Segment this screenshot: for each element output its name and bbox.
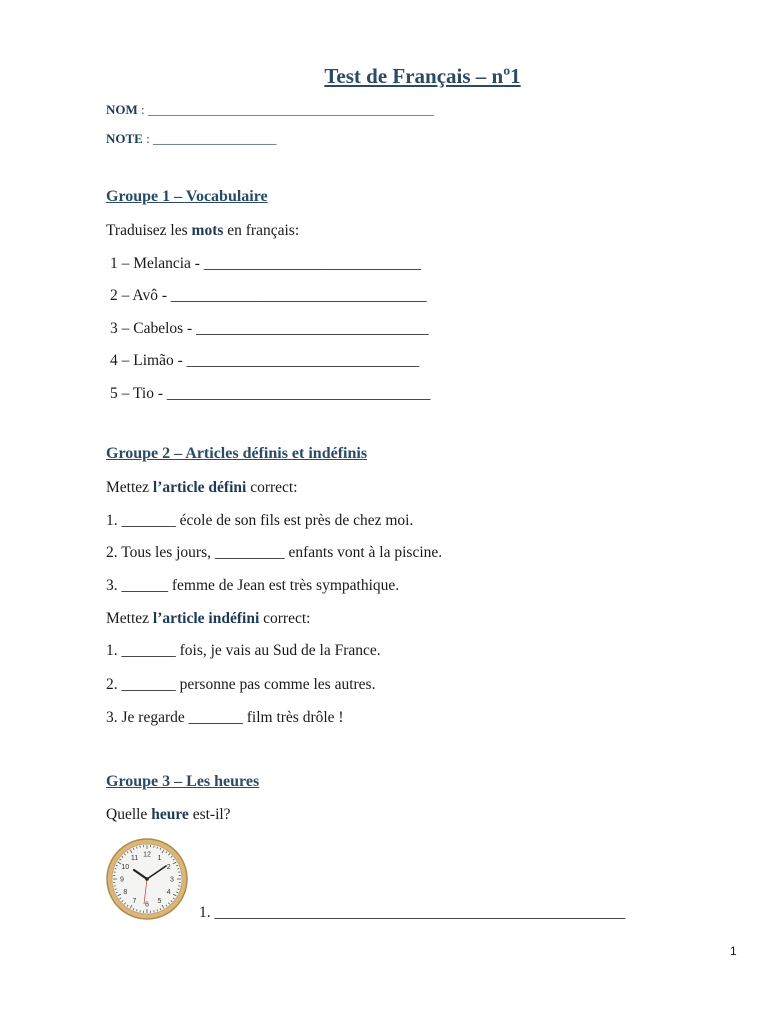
clock-number: 9	[120, 876, 124, 884]
groupe1-heading: Groupe 1 – Vocabulaire	[106, 188, 268, 205]
note-field: NOTE : ___________________	[106, 131, 277, 146]
groupe3-heading: Groupe 3 – Les heures	[106, 773, 260, 790]
defini-item-1[interactable]: 1. _______ école de son fils est près de chez moi.	[106, 512, 414, 529]
indefini-item-1[interactable]: 1. _______ fois, je vais au Sud de la France.	[106, 642, 381, 659]
vocab-item-1[interactable]: 1 – Melancia - ____________________________	[110, 255, 421, 272]
clock-number: 11	[130, 854, 139, 862]
clock-number: 3	[170, 876, 174, 884]
clock-number: 8	[123, 889, 128, 896]
clock-number: 2	[166, 864, 171, 871]
keyword-mots: mots	[191, 222, 224, 239]
clock-number: 12	[143, 851, 151, 859]
clock-number: 4	[166, 889, 171, 896]
time-answer-line[interactable]: 1. _____________________________________________________	[199, 904, 626, 921]
defini-item-2[interactable]: 2. Tous les jours, _________ enfants vont à la piscine.	[106, 544, 443, 561]
note-blank[interactable]: ___________________	[152, 131, 277, 146]
keyword-heure: heure	[151, 806, 189, 823]
defini-item-3[interactable]: 3. ______ femme de Jean est très sympathique.	[106, 577, 400, 594]
groupe3-instruction: Quelle heure est-il?	[106, 806, 231, 823]
vocab-item-4[interactable]: 4 – Limão - ______________________________	[110, 352, 420, 369]
page-title: Test de Français – nº1	[324, 64, 521, 88]
wall-clock-icon	[106, 838, 188, 920]
clock-number: 10	[121, 864, 130, 871]
clock-number: 7	[132, 898, 137, 906]
groupe2-instruction-defini: Mettez l’article défini correct:	[106, 479, 298, 496]
keyword-article-indefini: l’article indéfini	[152, 610, 260, 627]
page-number: 1	[730, 944, 737, 958]
groupe1-instruction: Traduisez les mots en français:	[106, 222, 300, 239]
nom-blank[interactable]: ____________________________________________	[147, 102, 434, 117]
note-label: NOTE	[106, 131, 143, 146]
indefini-item-3[interactable]: 3. Je regarde _______ film très drôle !	[106, 709, 344, 726]
vocab-item-2[interactable]: 2 – Avô - _________________________________	[110, 287, 427, 304]
vocab-item-3[interactable]: 3 – Cabelos - ______________________________	[110, 320, 429, 337]
vocab-item-5[interactable]: 5 – Tio - __________________________________	[110, 385, 431, 402]
clock-number: 1	[157, 854, 162, 862]
groupe2-heading: Groupe 2 – Articles définis et indéfinis	[106, 445, 368, 462]
nom-field: NOM : ____________________________________________	[106, 102, 434, 117]
keyword-article-defini: l’article défini	[152, 479, 247, 496]
clock-number: 6	[145, 901, 149, 909]
clock-number: 5	[157, 898, 162, 906]
nom-label: NOM	[106, 102, 138, 117]
groupe2-instruction-indefini: Mettez l’article indéfini correct:	[106, 610, 311, 627]
indefini-item-2[interactable]: 2. _______ personne pas comme les autres.	[106, 676, 376, 693]
